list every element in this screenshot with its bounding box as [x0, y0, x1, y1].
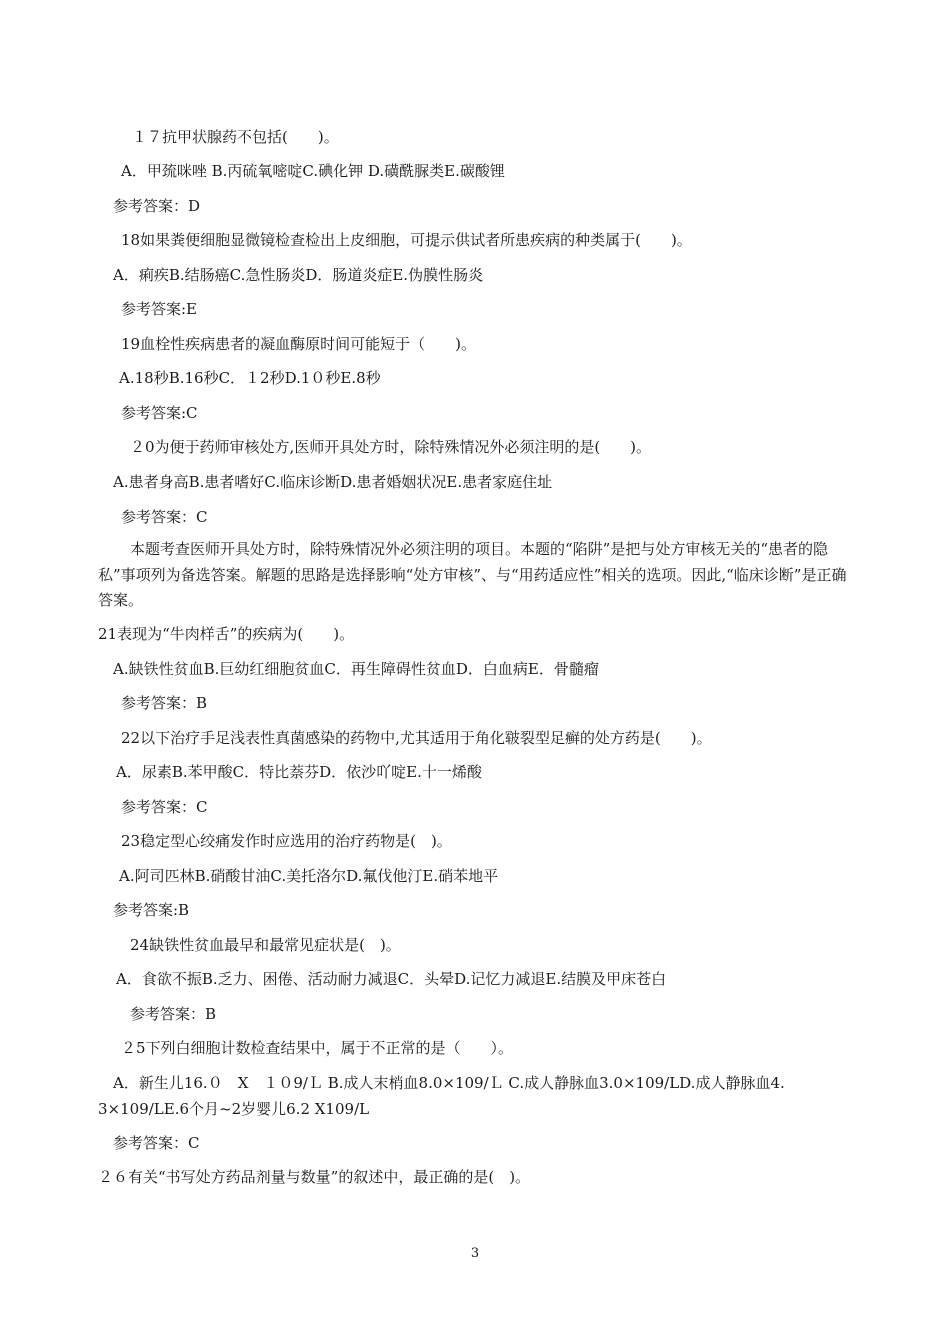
answer-19: 参考答案:C	[121, 404, 198, 422]
options-18: A．痢疾B.结肠癌C.急性肠炎D．肠道炎症E.伪膜性肠炎	[113, 266, 484, 284]
answer-25: 参考答案：C	[113, 1134, 200, 1152]
question-17: １７抗甲状腺药不包括( )。	[132, 128, 339, 146]
question-24: 24缺铁性贫血最早和最常见症状是( )。	[130, 936, 401, 954]
options-19: A.18秒B.16秒C．１2秒D.1０秒E.8秒	[119, 369, 381, 387]
explanation-20: 本题考查医师开具处方时，除特殊情况外必须注明的项目。本题的“陷阱”是把与处方审核无关的“患者的隐私”事项列为备选答案。解题的思路是选择影响“处方审核”、与“用药适应性”相关的选项。因此,“临床诊断”是正确答案。	[98, 540, 847, 609]
answer-24: 参考答案：B	[130, 1005, 217, 1023]
options-25-line1: A．新生儿16.０ X １０9/Ｌ B.成人末梢血8.0×109/Ｌ C.成人静脉血3.0×109/LD.成人静脉血4.	[113, 1074, 785, 1092]
answer-18: 参考答案:E	[121, 300, 198, 318]
options-17: A．甲巯咪唑 B.丙硫氧嘧啶C.碘化钾 D.磺酰脲类E.碳酸锂	[121, 162, 505, 180]
question-20: ２0为便于药师审核处方,医师开具处方时，除特殊情况外必须注明的是( )。	[130, 438, 652, 456]
options-21: A.缺铁性贫血B.巨幼红细胞贫血C．再生障碍性贫血D．白血病E．骨髓瘤	[113, 660, 599, 678]
answer-17: 参考答案：D	[113, 197, 201, 215]
options-20: A.患者身高B.患者嗜好C.临床诊断D.患者婚姻状况E.患者家庭住址	[113, 473, 553, 491]
question-22: 22以下治疗手足浅表性真菌感染的药物中,尤其适用于角化皲裂型足癣的处方药是( )。	[121, 729, 712, 747]
question-18: 18如果粪便细胞显微镜检查检出上皮细胞，可提示供试者所患疾病的种类属于( )。	[121, 231, 692, 249]
question-26: ２６有关“书写处方药品剂量与数量”的叙述中，最正确的是( )。	[98, 1168, 531, 1186]
answer-22: 参考答案：C	[121, 798, 208, 816]
options-23: A.阿司匹林B.硝酸甘油C.美托洛尔D.氟伐他汀E.硝苯地平	[119, 867, 499, 885]
question-25: ２5下列白细胞计数检查结果中，属于不正常的是（ ）。	[121, 1039, 514, 1057]
options-22: A．尿素B.苯甲酸C．特比萘芬D．依沙吖啶E.十一烯酸	[116, 763, 482, 781]
answer-21: 参考答案：B	[121, 694, 208, 712]
page-number: 3	[470, 1246, 480, 1261]
options-25-line2: 3×109/LE.6个月~2岁婴儿6.2 X109/L	[98, 1100, 370, 1118]
answer-23: 参考答案:B	[113, 901, 190, 919]
question-23: 23稳定型心绞痛发作时应选用的治疗药物是( )。	[121, 832, 452, 850]
question-21: 21表现为“牛肉样舌”的疾病为( )。	[98, 625, 355, 643]
options-24: A．食欲不振B.乏力、困倦、活动耐力减退C．头晕D.记忆力减退E.结膜及甲床苍白	[116, 970, 667, 988]
question-19: 19血栓性疾病患者的凝血酶原时间可能短于（ )。	[121, 335, 476, 353]
answer-20: 参考答案：C	[121, 508, 208, 526]
